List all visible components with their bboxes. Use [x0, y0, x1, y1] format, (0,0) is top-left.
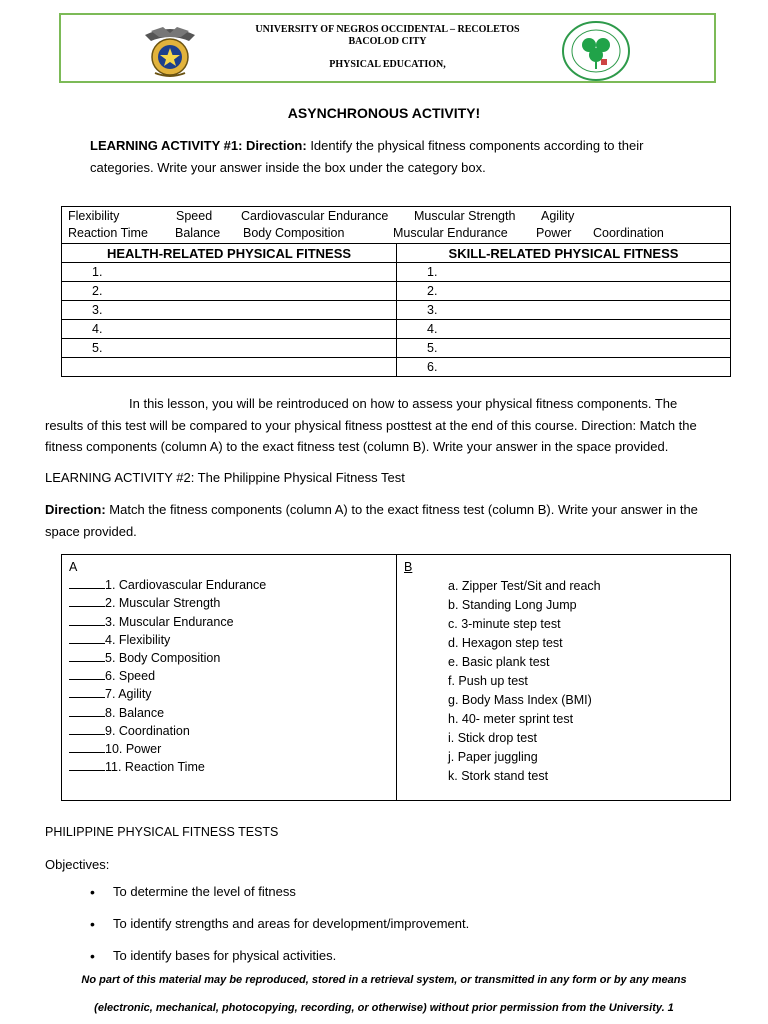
- answer-blank[interactable]: [69, 686, 105, 698]
- column-a-item-label: 5. Body Composition: [105, 651, 221, 666]
- skill-answer-5[interactable]: 5.: [397, 339, 731, 358]
- activity2-direction-line1: Match the fitness components (column A) to the exact fitness test (column B). Write your answer in the: [105, 502, 698, 517]
- answer-blank[interactable]: [69, 577, 105, 589]
- page-title: ASYNCHRONOUS ACTIVITY!: [287, 105, 481, 121]
- option-agility: Agility: [541, 209, 575, 223]
- column-a-item[interactable]: [69, 758, 389, 776]
- skill-answer-2[interactable]: 2.: [397, 282, 731, 301]
- objective-text: To identify bases for physical activities.: [113, 948, 337, 963]
- matching-table: [61, 554, 731, 801]
- column-a-item[interactable]: [69, 613, 389, 631]
- column-a-item-label: 4. Flexibility: [105, 632, 171, 647]
- college-seal-icon: [561, 21, 631, 81]
- column-a-item-label: 9. Coordination: [105, 723, 190, 738]
- health-answer-3[interactable]: 3.: [62, 301, 397, 320]
- column-a-item[interactable]: [69, 576, 389, 594]
- option-muscular-endurance: Muscular Endurance: [393, 226, 508, 240]
- column-b-item: k. Stork stand test: [448, 769, 549, 783]
- objective-text: To identify strengths and areas for development/improvement.: [113, 916, 470, 931]
- answer-blank[interactable]: [69, 650, 105, 662]
- column-a-item-label: 1. Cardiovascular Endurance: [105, 578, 267, 593]
- activity2-direction: [45, 499, 755, 543]
- column-b-item: e. Basic plank test: [448, 655, 550, 669]
- column-a-item[interactable]: [69, 704, 389, 722]
- objective-text: To determine the level of fitness: [113, 884, 296, 899]
- health-answer-1[interactable]: 1.: [62, 263, 397, 282]
- fitness-category-table: [61, 206, 731, 377]
- bullet-icon: •: [90, 916, 95, 932]
- answer-blank[interactable]: [69, 595, 105, 607]
- option-speed: Speed: [176, 209, 213, 223]
- university-name: UNIVERSITY OF NEGROS OCCIDENTAL – RECOLETOS: [255, 24, 520, 35]
- health-answer-5[interactable]: 5.: [62, 339, 397, 358]
- component-options: [62, 207, 731, 244]
- column-a-item[interactable]: [69, 631, 389, 649]
- column-a-item-label: 10. Power: [105, 742, 162, 757]
- skill-answer-1[interactable]: 1.: [397, 263, 731, 282]
- health-answer-4[interactable]: 4.: [62, 320, 397, 339]
- intro-line3: fitness components (column A) to the exact fitness test (column B). Write your answer in the space provided.: [45, 439, 669, 454]
- column-a-item-label: 8. Balance: [105, 705, 165, 720]
- bullet-icon: •: [90, 948, 95, 964]
- answer-blank[interactable]: [69, 632, 105, 644]
- option-cardiovascular-endurance: Cardiovascular Endurance: [241, 209, 389, 223]
- column-a-item-label: 2. Muscular Strength: [105, 596, 221, 611]
- activity2-direction-label: Direction:: [45, 502, 106, 517]
- column-b-item: g. Body Mass Index (BMI): [448, 693, 592, 707]
- answer-blank[interactable]: [69, 723, 105, 735]
- health-answer-2[interactable]: 2.: [62, 282, 397, 301]
- skill-related-header: SKILL-RELATED PHYSICAL FITNESS: [397, 244, 731, 263]
- university-city: BACOLOD CITY: [348, 36, 427, 47]
- option-balance: Balance: [175, 226, 221, 240]
- column-a-item-label: 11. Reaction Time: [105, 760, 205, 775]
- option-coordination: Coordination: [593, 226, 664, 240]
- option-muscular-strength: Muscular Strength: [414, 209, 516, 223]
- answer-blank[interactable]: [69, 741, 105, 753]
- column-b-item: j. Paper juggling: [448, 750, 538, 764]
- activity1-text-line2: categories. Write your answer inside the box under the category box.: [90, 160, 486, 175]
- column-b-item: c. 3-minute step test: [448, 617, 561, 631]
- health-related-header: HEALTH-RELATED PHYSICAL FITNESS: [62, 244, 397, 263]
- column-b-header: B: [404, 560, 413, 574]
- department-name: PHYSICAL EDUCATION,: [329, 59, 446, 70]
- answer-blank[interactable]: [69, 614, 105, 626]
- column-b-item: a. Zipper Test/Sit and reach: [448, 579, 601, 593]
- column-a-header: A: [69, 560, 78, 574]
- column-a-item-label: 3. Muscular Endurance: [105, 614, 234, 629]
- column-a-item[interactable]: [69, 667, 389, 685]
- column-a-item-label: 6. Speed: [105, 669, 156, 684]
- option-reaction-time: Reaction Time: [68, 226, 148, 240]
- objective-item: [90, 916, 469, 948]
- column-a-item[interactable]: [69, 722, 389, 740]
- activity2-direction-line2: space provided.: [45, 524, 137, 539]
- health-answer-6[interactable]: [62, 358, 397, 377]
- column-a-item-label: 7. Agility: [105, 687, 152, 702]
- intro-paragraph: [45, 393, 750, 458]
- objective-item: [90, 884, 469, 916]
- answer-blank[interactable]: [69, 668, 105, 680]
- intro-line1: In this lesson, you will be reintroduced on how to assess your physical fitness components. The: [129, 396, 678, 411]
- column-b-item: b. Standing Long Jump: [448, 598, 577, 612]
- copyright-footer-line1: No part of this material may be reproduced, stored in a retrieval system, or transmitted in any form or by any means: [81, 974, 687, 986]
- skill-answer-3[interactable]: 3.: [397, 301, 731, 320]
- column-b-item: f. Push up test: [448, 674, 528, 688]
- option-body-composition: Body Composition: [243, 226, 345, 240]
- answer-blank[interactable]: [69, 705, 105, 717]
- option-power: Power: [536, 226, 572, 240]
- objectives-label: Objectives:: [45, 857, 110, 872]
- column-b-item: i. Stick drop test: [448, 731, 537, 745]
- bullet-icon: •: [90, 884, 95, 900]
- intro-line2: results of this test will be compared to your physical fitness posttest at the end of this course. Direction: Match the: [45, 417, 697, 433]
- column-b: [397, 555, 730, 800]
- column-a: [62, 555, 397, 800]
- ppft-heading: PHILIPPINE PHYSICAL FITNESS TESTS: [45, 825, 279, 839]
- skill-answer-4[interactable]: 4.: [397, 320, 731, 339]
- option-flexibility: Flexibility: [68, 209, 120, 223]
- activity1-label: LEARNING ACTIVITY #1: Direction:: [90, 138, 307, 153]
- column-b-item: d. Hexagon step test: [448, 636, 563, 650]
- activity1-text-line1: Identify the physical fitness components according to their: [306, 138, 644, 153]
- column-a-item[interactable]: [69, 649, 389, 667]
- column-a-item[interactable]: [69, 740, 389, 758]
- column-b-item: h. 40- meter sprint test: [448, 712, 574, 726]
- document-header: [59, 13, 716, 83]
- activity1-direction: [90, 135, 730, 179]
- column-a-item[interactable]: [69, 594, 389, 612]
- objectives-list: [90, 884, 469, 980]
- skill-answer-6[interactable]: 6.: [397, 358, 731, 377]
- answer-blank[interactable]: [69, 759, 105, 771]
- column-a-item[interactable]: [69, 685, 389, 703]
- copyright-footer-line2: (electronic, mechanical, photocopying, recording, or otherwise) without prior permission from the University. 1: [94, 1002, 674, 1014]
- activity2-title: LEARNING ACTIVITY #2: The Philippine Physical Fitness Test: [45, 470, 405, 485]
